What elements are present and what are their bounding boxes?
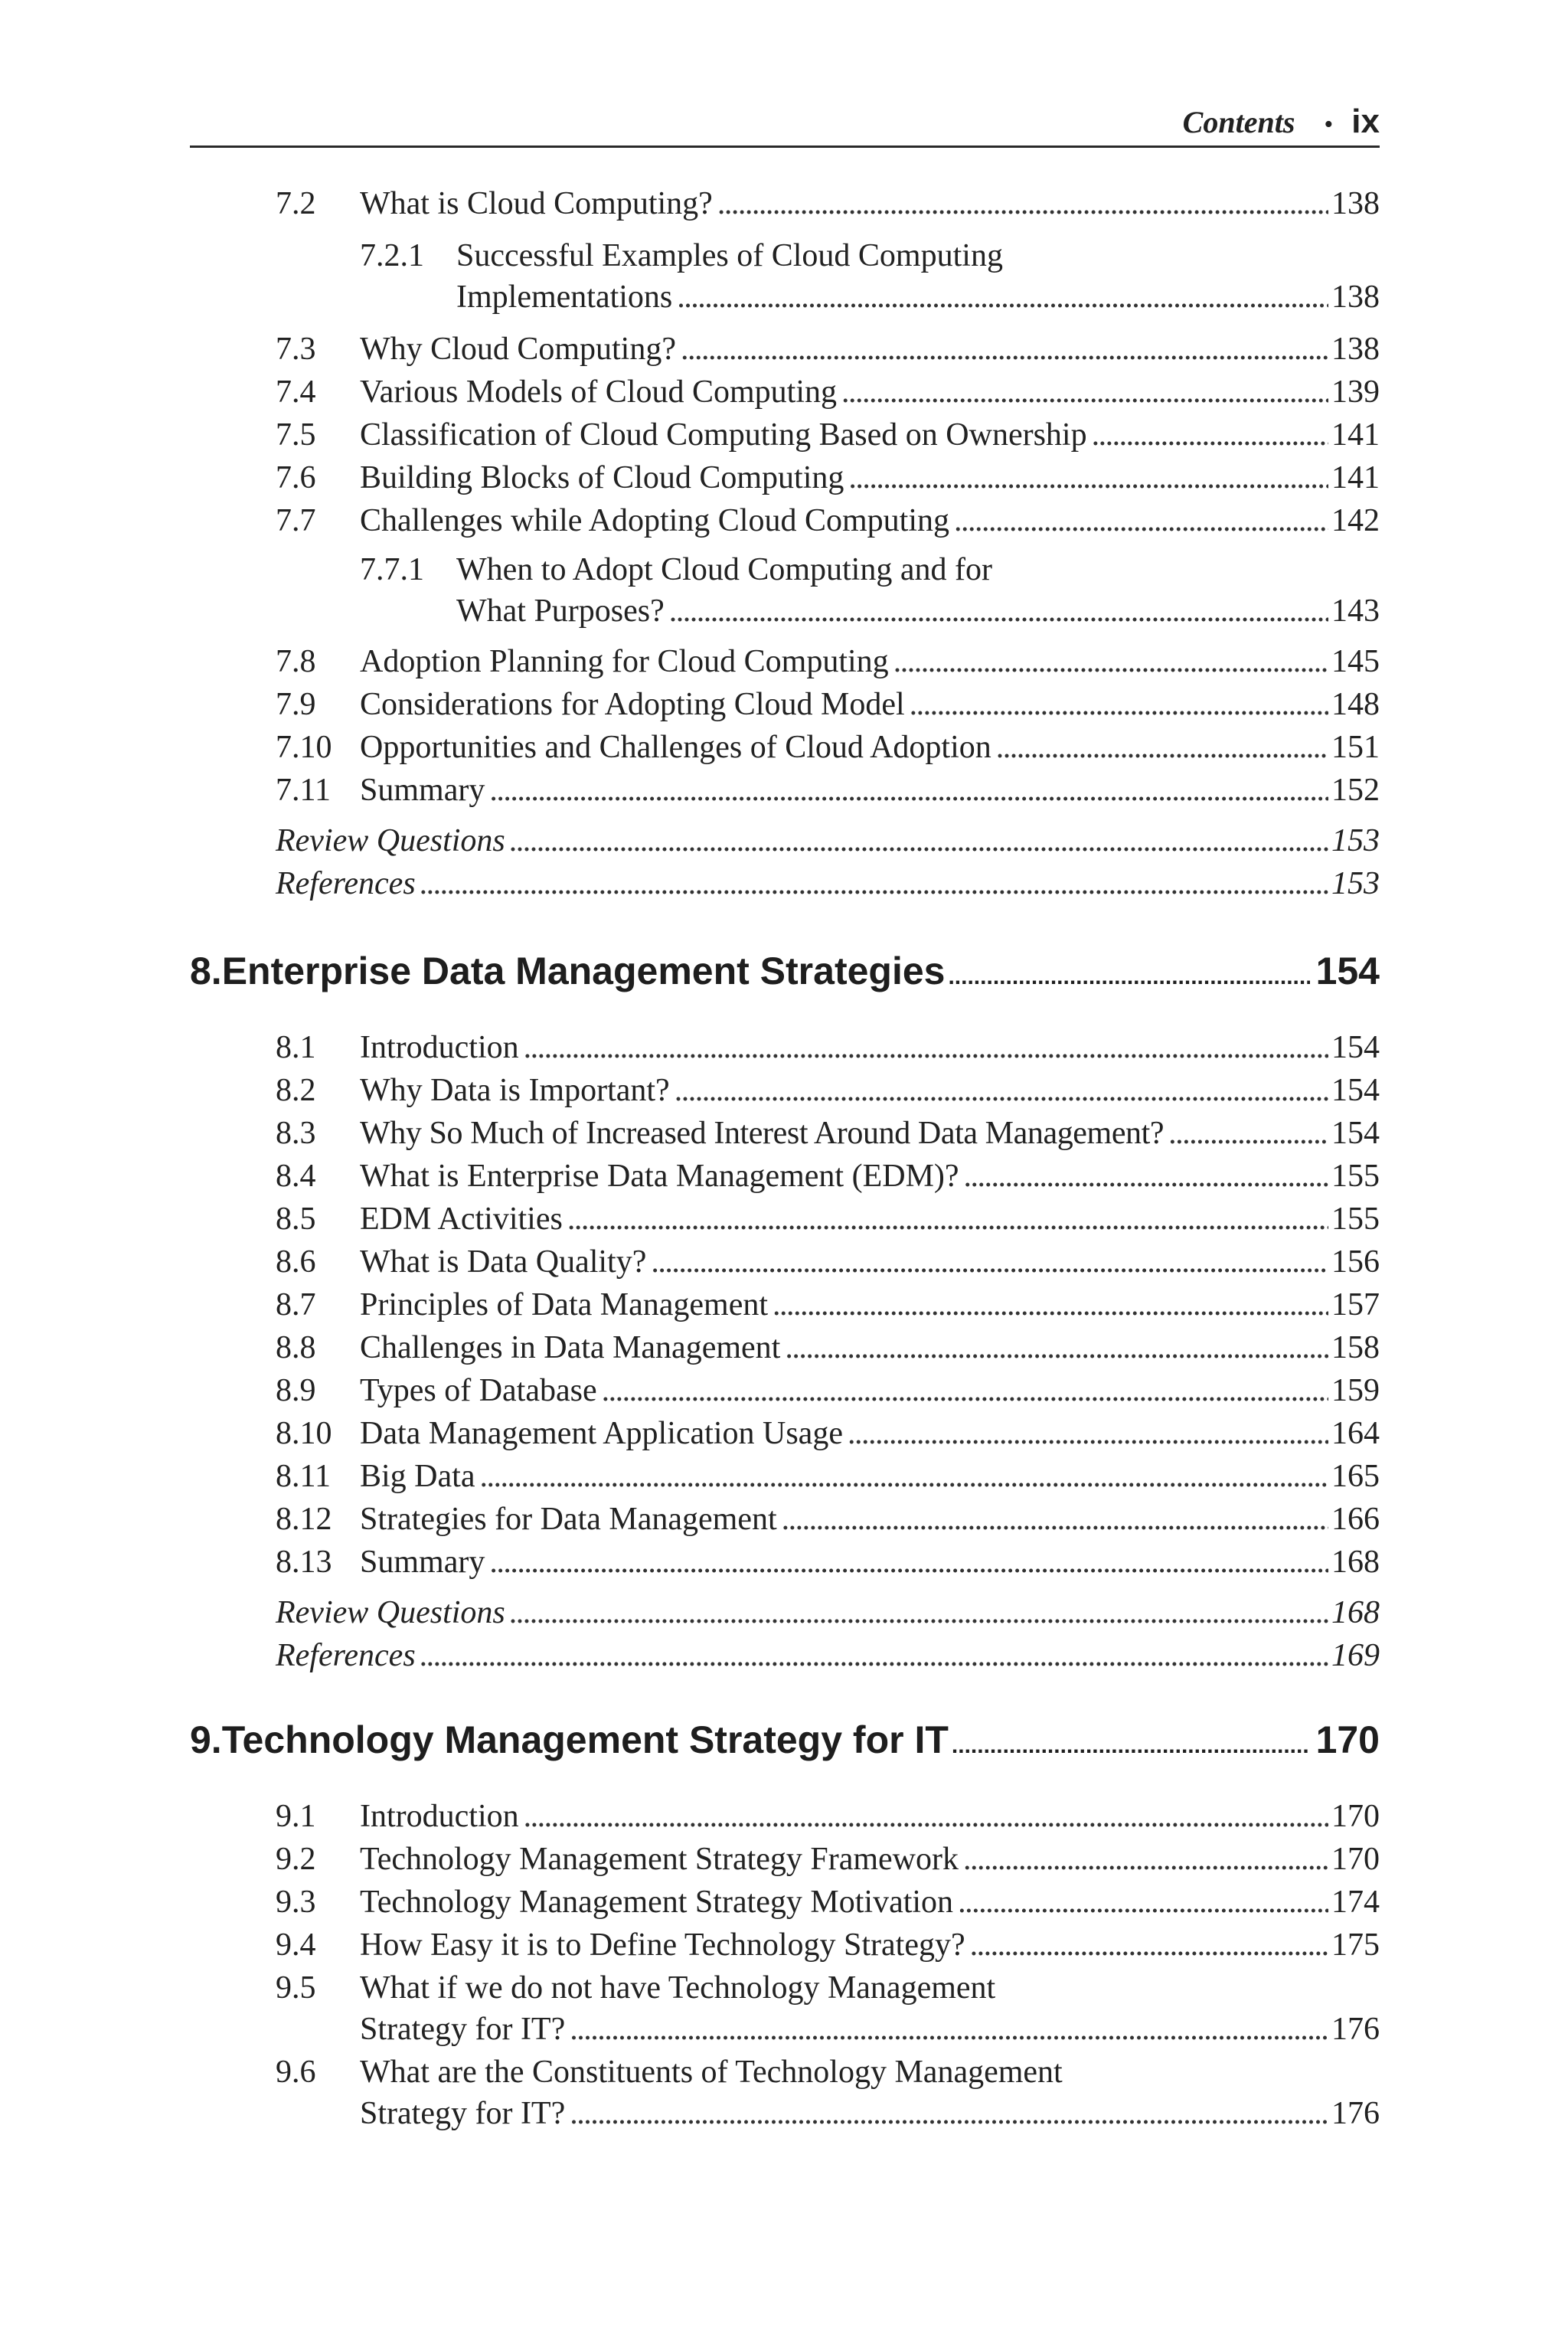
section-number: 7.2.1 xyxy=(360,238,424,273)
dot-leader xyxy=(948,953,1309,1002)
dot-leader xyxy=(510,819,1328,862)
toc-entry-7-2-1-line1[interactable] xyxy=(360,234,1003,277)
section-number: 7.7.1 xyxy=(360,552,424,587)
toc-entry-9-6[interactable] xyxy=(360,2092,1380,2135)
section-number: 8.3 xyxy=(276,1116,316,1151)
dot-leader xyxy=(996,726,1328,769)
dot-leader xyxy=(841,371,1328,414)
section-title: Building Blocks of Cloud Computing xyxy=(360,460,844,495)
chapter-heading-8[interactable] xyxy=(190,946,1380,1002)
section-title: Adoption Planning for Cloud Computing xyxy=(360,644,889,679)
dot-leader xyxy=(420,1634,1328,1677)
toc-entry-7-8[interactable] xyxy=(276,640,1380,683)
page-number: 170 xyxy=(1331,1799,1380,1834)
dot-leader xyxy=(963,1838,1328,1881)
toc-entry-7-11[interactable] xyxy=(276,769,1380,812)
page-number: 142 xyxy=(1331,503,1380,538)
dot-leader xyxy=(420,862,1328,905)
page-number: 138 xyxy=(1331,186,1380,221)
page-number: 165 xyxy=(1331,1459,1380,1494)
toc-entry-7-2[interactable] xyxy=(276,182,1380,225)
section-number: 8.7 xyxy=(276,1287,316,1322)
section-title: Review Questions xyxy=(276,823,505,858)
chapter-title: Enterprise Data Management Strategies xyxy=(221,950,946,992)
toc-entry-7-7[interactable] xyxy=(276,499,1380,542)
section-title: Technology Management Strategy Framework xyxy=(360,1842,959,1877)
page-number: 169 xyxy=(1331,1638,1380,1673)
dot-leader xyxy=(773,1283,1328,1326)
page-number: 155 xyxy=(1331,1159,1380,1194)
section-number: 7.4 xyxy=(276,374,316,410)
page-number: 151 xyxy=(1331,730,1380,765)
section-number: 7.3 xyxy=(276,332,316,367)
dot-leader xyxy=(958,1881,1328,1924)
toc-entry-7-7-1[interactable] xyxy=(456,590,1380,633)
section-number: 8.1 xyxy=(276,1030,316,1065)
dot-leader xyxy=(524,1795,1328,1838)
chapter-number: 8. xyxy=(190,950,222,992)
dot-leader xyxy=(848,1412,1328,1455)
dot-leader xyxy=(782,1498,1328,1541)
page-number: 148 xyxy=(1331,687,1380,722)
section-title: Challenges while Adopting Cloud Computing xyxy=(360,503,949,538)
chapter-number: 9. xyxy=(190,1718,222,1761)
toc-entry-8-3[interactable] xyxy=(276,1112,1380,1155)
toc-entry-8-4[interactable] xyxy=(276,1155,1380,1198)
section-number: 8.2 xyxy=(276,1073,316,1108)
section-title: Technology Management Strategy Motivation xyxy=(360,1885,954,1920)
section-number: 9.4 xyxy=(276,1927,316,1963)
toc-entry-7-6[interactable] xyxy=(276,456,1380,499)
section-title: Summary xyxy=(360,1545,485,1580)
toc-entry-7-7-1-line1[interactable] xyxy=(360,548,992,591)
page-number: 174 xyxy=(1331,1885,1380,1920)
section-number: 9.5 xyxy=(276,1970,316,2006)
section-number: 7.8 xyxy=(276,644,316,679)
section-number: 7.9 xyxy=(276,687,316,722)
section-title: What is Data Quality? xyxy=(360,1244,647,1280)
section-title: Strategies for Data Management xyxy=(360,1502,777,1537)
section-number: 9.6 xyxy=(276,2055,316,2090)
section-title: Considerations for Adopting Cloud Model xyxy=(360,687,905,722)
dot-leader xyxy=(510,1591,1328,1634)
section-number: 8.13 xyxy=(276,1545,332,1580)
section-number: 7.5 xyxy=(276,417,316,453)
toc-entry-8-1[interactable] xyxy=(276,1026,1380,1069)
section-title: Opportunities and Challenges of Cloud Adoption xyxy=(360,730,991,765)
section-title: Types of Database xyxy=(360,1373,597,1408)
header-right xyxy=(1183,103,1380,141)
toc-entry-references-7[interactable] xyxy=(276,862,1380,905)
header-bullet: • xyxy=(1324,110,1334,139)
section-title: Classification of Cloud Computing Based on Ownership xyxy=(360,417,1087,453)
toc-entry-review-questions-8[interactable] xyxy=(276,1591,1380,1634)
dot-leader xyxy=(785,1326,1328,1369)
section-number: 7.6 xyxy=(276,460,316,495)
dot-leader xyxy=(570,2092,1328,2135)
section-number: 7.11 xyxy=(276,773,331,808)
section-title-line1: What are the Constituents of Technology Management xyxy=(360,2055,1063,2090)
page-number: 176 xyxy=(1331,2096,1380,2131)
page-number: 170 xyxy=(1331,1842,1380,1877)
page-number: 143 xyxy=(1331,593,1380,629)
dot-leader xyxy=(964,1155,1328,1198)
section-number: 8.8 xyxy=(276,1330,316,1365)
section-title: How Easy it is to Define Technology Strategy? xyxy=(360,1927,965,1963)
toc-entry-8-10[interactable] xyxy=(276,1412,1380,1455)
section-title-line1: When to Adopt Cloud Computing and for xyxy=(456,552,992,587)
section-number: 8.5 xyxy=(276,1201,316,1237)
toc-entry-8-12[interactable] xyxy=(276,1498,1380,1541)
toc-entry-9-5[interactable] xyxy=(360,2008,1380,2051)
dot-leader xyxy=(893,640,1328,683)
dot-leader xyxy=(675,1069,1328,1112)
page-number: 175 xyxy=(1331,1927,1380,1963)
section-number: 7.10 xyxy=(276,730,332,765)
section-title: Why So Much of Increased Interest Around Data Management? xyxy=(360,1116,1165,1151)
page-number: 159 xyxy=(1331,1373,1380,1408)
section-number: 9.2 xyxy=(276,1842,316,1877)
toc-entry-8-6[interactable] xyxy=(276,1241,1380,1283)
running-header xyxy=(190,98,1380,148)
chapter-page-number: 154 xyxy=(1315,950,1380,992)
page-number: 154 xyxy=(1331,1116,1380,1151)
section-title: EDM Activities xyxy=(360,1201,563,1237)
section-title: References xyxy=(276,1638,416,1673)
toc-entry-8-7[interactable] xyxy=(276,1283,1380,1326)
chapter-heading-9[interactable] xyxy=(190,1715,1380,1770)
dot-leader xyxy=(669,590,1328,633)
dot-leader xyxy=(602,1369,1328,1412)
dot-leader xyxy=(1092,414,1328,456)
section-number: 7.2 xyxy=(276,186,316,221)
section-number: 8.6 xyxy=(276,1244,316,1280)
page-number: 153 xyxy=(1331,866,1380,901)
toc-entry-8-11[interactable] xyxy=(276,1455,1380,1498)
dot-leader xyxy=(970,1924,1328,1966)
toc-entry-8-8[interactable] xyxy=(276,1326,1380,1369)
page-number: 164 xyxy=(1331,1416,1380,1451)
section-title: Strategy for IT? xyxy=(360,2096,566,2131)
section-title: References xyxy=(276,866,416,901)
toc-entry-7-3[interactable] xyxy=(276,328,1380,371)
section-title: Introduction xyxy=(360,1030,519,1065)
page-number: 145 xyxy=(1331,644,1380,679)
chapter-page-number: 170 xyxy=(1315,1718,1380,1761)
dot-leader xyxy=(848,456,1328,499)
page-number: 166 xyxy=(1331,1502,1380,1537)
toc-entry-8-9[interactable] xyxy=(276,1369,1380,1412)
dot-leader xyxy=(677,276,1328,319)
page-number: 152 xyxy=(1331,773,1380,808)
section-number: 8.12 xyxy=(276,1502,332,1537)
dot-leader xyxy=(567,1198,1328,1241)
dot-leader xyxy=(489,1541,1328,1584)
dot-leader xyxy=(1168,1112,1328,1155)
page-number: 154 xyxy=(1331,1030,1380,1065)
section-number: 7.7 xyxy=(276,503,316,538)
page-number: 176 xyxy=(1331,2012,1380,2047)
toc-entry-9-2[interactable] xyxy=(276,1838,1380,1881)
page-number: 155 xyxy=(1331,1201,1380,1237)
page-number: 138 xyxy=(1331,332,1380,367)
toc-entry-8-5[interactable] xyxy=(276,1198,1380,1241)
page-number: 141 xyxy=(1331,460,1380,495)
toc-entry-7-2-1[interactable] xyxy=(456,276,1380,319)
toc-entry-9-4[interactable] xyxy=(276,1924,1380,1966)
toc-entry-8-2[interactable] xyxy=(276,1069,1380,1112)
section-title: Challenges in Data Management xyxy=(360,1330,781,1365)
section-title: Implementations xyxy=(456,280,673,315)
page-number: 168 xyxy=(1331,1595,1380,1630)
section-number: 8.10 xyxy=(276,1416,332,1451)
dot-leader xyxy=(910,683,1328,726)
toc-entry-7-10[interactable] xyxy=(276,726,1380,769)
toc-entry-7-4[interactable] xyxy=(276,371,1380,414)
section-title-line1: Successful Examples of Cloud Computing xyxy=(456,238,1003,273)
dot-leader xyxy=(570,2008,1328,2051)
page-number: 158 xyxy=(1331,1330,1380,1365)
section-title-line1: What if we do not have Technology Management xyxy=(360,1970,996,2006)
section-title: Data Management Application Usage xyxy=(360,1416,843,1451)
toc-entry-9-3[interactable] xyxy=(276,1881,1380,1924)
section-title: What is Cloud Computing? xyxy=(360,186,713,221)
section-title: Strategy for IT? xyxy=(360,2012,566,2047)
toc-entry-8-13[interactable] xyxy=(276,1541,1380,1584)
dot-leader xyxy=(524,1026,1328,1069)
dot-leader xyxy=(651,1241,1328,1283)
page-number: 141 xyxy=(1331,417,1380,453)
section-title: Review Questions xyxy=(276,1595,505,1630)
toc-entry-9-6-line1[interactable] xyxy=(276,2051,1063,2094)
section-title: Principles of Data Management xyxy=(360,1287,768,1322)
section-title: Summary xyxy=(360,773,485,808)
section-number: 8.4 xyxy=(276,1159,316,1194)
dot-leader xyxy=(489,769,1328,812)
section-title: What is Enterprise Data Management (EDM)? xyxy=(360,1159,959,1194)
toc-entry-review-questions-7[interactable] xyxy=(276,819,1380,862)
page-number: 157 xyxy=(1331,1287,1380,1322)
section-title: Big Data xyxy=(360,1459,475,1494)
section-title: Introduction xyxy=(360,1799,519,1834)
section-title: Various Models of Cloud Computing xyxy=(360,374,838,410)
page-number: 138 xyxy=(1331,280,1380,315)
section-number: 9.3 xyxy=(276,1885,316,1920)
section-number: 8.9 xyxy=(276,1373,316,1408)
chapter-title: Technology Management Strategy for IT xyxy=(221,1718,949,1761)
toc-entry-references-8[interactable] xyxy=(276,1634,1380,1677)
dot-leader xyxy=(954,499,1328,542)
page-number: 139 xyxy=(1331,374,1380,410)
page-number: 154 xyxy=(1331,1073,1380,1108)
page-number: 168 xyxy=(1331,1545,1380,1580)
section-title: Why Cloud Computing? xyxy=(360,332,676,367)
dot-leader xyxy=(479,1455,1328,1498)
toc-entry-9-5-line1[interactable] xyxy=(276,1966,995,2009)
section-number: 9.1 xyxy=(276,1799,316,1834)
toc-entry-7-9[interactable] xyxy=(276,683,1380,726)
section-title: What Purposes? xyxy=(456,593,665,629)
toc-entry-7-5[interactable] xyxy=(276,414,1380,456)
toc-entry-9-1[interactable] xyxy=(276,1795,1380,1838)
header-title: Contents xyxy=(1182,105,1295,139)
section-title: Why Data is Important? xyxy=(360,1073,670,1108)
page-number: 156 xyxy=(1331,1244,1380,1280)
dot-leader xyxy=(717,182,1328,225)
dot-leader xyxy=(681,328,1328,371)
dot-leader xyxy=(952,1721,1310,1770)
page-number: 153 xyxy=(1331,823,1380,858)
section-number: 8.11 xyxy=(276,1459,331,1494)
header-page-number: ix xyxy=(1351,103,1380,140)
